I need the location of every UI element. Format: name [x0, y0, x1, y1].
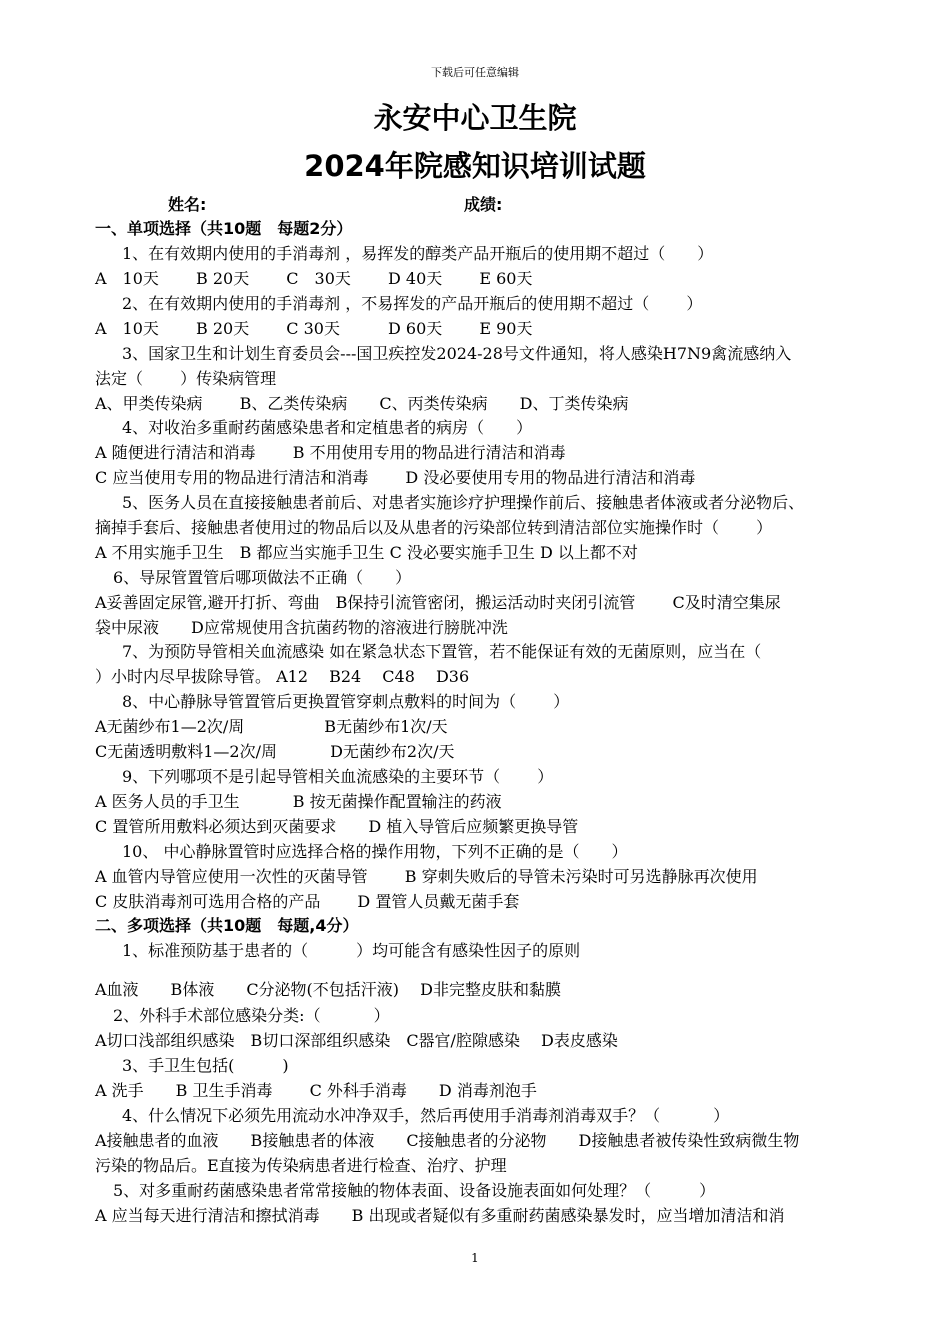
options-line: C 应当使用专用的物品进行清洁和消毒 D 没必要使用专用的物品进行清洁和消毒 [95, 468, 696, 487]
question-line: 8、中心静脉导管置管后更换置管穿刺点敷料的时间为（ ） [122, 692, 570, 711]
options-line: A无菌纱布1—2次/周 B无菌纱布1次/天 [95, 717, 448, 736]
header-note: 下载后可任意编辑 [431, 66, 519, 79]
question-line: 5、医务人员在直接接触患者前后、对患者实施诊疗护理操作前后、接触患者体液或者分泌物后、 [122, 493, 805, 512]
section-heading-single-choice: 一、单项选择（共10题 每题2分） [95, 219, 353, 238]
options-line: A 医务人员的手卫生 B 按无菌操作配置输注的药液 [95, 792, 502, 811]
options-line: C 皮肤消毒剂可选用合格的产品 D 置管人员戴无菌手套 [95, 892, 520, 911]
question-line: 4、对收治多重耐药菌感染患者和定植患者的病房（ ） [122, 418, 533, 437]
options-line: A 10天 B 20天 C 30天 D 40天 E 60天 [95, 269, 533, 288]
question-line-continued: ）小时内尽早拔除导管。 A12 B24 C48 D36 [95, 667, 470, 686]
options-line-continued: 污染的物品后。E直接为传染病患者进行检查、治疗、护理 [95, 1156, 507, 1175]
question-line-continued: 法定（ ）传染病管理 [95, 369, 277, 388]
options-line: C 置管所用敷料必须达到灭菌要求 D 植入导管后应频繁更换导管 [95, 817, 579, 836]
question-line: 3、手卫生包括( ) [122, 1056, 289, 1075]
question-line: 6、导尿管置管后哪项做法不正确（ ） [113, 568, 412, 587]
question-line: 4、什么情况下必须先用流动水冲净双手，然后再使用手消毒剂消毒双手？（ ） [122, 1106, 730, 1125]
question-line: 7、为预防导管相关血流感染 如在紧急状态下置管，若不能保证有效的无菌原则，应当在（ [122, 642, 762, 661]
section-heading-multiple-choice: 二、多项选择（共10题 每题,4分） [95, 916, 359, 935]
options-line: A 随便进行清洁和消毒 B 不用使用专用的物品进行清洁和消毒 [95, 443, 566, 462]
options-line: A 血管内导管应使用一次性的灭菌导管 B 穿刺失败后的导管未污染时可另选静脉再次使用 [95, 867, 758, 886]
question-line: 2、外科手术部位感染分类:（ ） [113, 1006, 390, 1025]
options-line: A 洗手 B 卫生手消毒 C 外科手消毒 D 消毒剂泡手 [95, 1081, 537, 1100]
options-line: A 不用实施手卫生 B 都应当实施手卫生 C 没必要实施手卫生 D 以上都不对 [95, 543, 638, 562]
options-line: A切口浅部组织感染 B切口深部组织感染 C器官/腔隙感染 D表皮感染 [95, 1031, 618, 1050]
document-title: 永安中心卫生院 [373, 101, 577, 135]
score-label: 成绩: [464, 195, 503, 214]
options-line: C无菌透明敷料1—2次/周 D无菌纱布2次/天 [95, 742, 455, 761]
question-line: 10、 中心静脉置管时应选择合格的操作用物，下列不正确的是（ ） [122, 842, 628, 861]
name-label: 姓名: [168, 195, 207, 214]
question-line: 1、标准预防基于患者的（ ）均可能含有感染性因子的原则 [122, 941, 581, 960]
options-line: A 应当每天进行清洁和擦拭消毒 B 出现或者疑似有多重耐药菌感染暴发时，应当增加清洁和消 [95, 1206, 785, 1225]
question-line: 1、在有效期内使用的手消毒剂 ，易挥发的醇类产品开瓶后的使用期不超过（ ） [122, 244, 714, 263]
document-subtitle: 2024年院感知识培训试题 [304, 149, 646, 183]
question-line: 9、下列哪项不是引起导管相关血流感染的主要环节（ ） [122, 767, 554, 786]
options-line: A、甲类传染病 B、乙类传染病 C、丙类传染病 D、丁类传染病 [95, 394, 629, 413]
question-line-continued: 摘掉手套后、接触患者使用过的物品后以及从患者的污染部位转到清洁部位实施操作时（ ） [95, 518, 773, 537]
options-line: A妥善固定尿管,避开打折、弯曲 B保持引流管密闭，搬运活动时夹闭引流管 C及时清空集尿 [95, 593, 781, 612]
options-line: A接触患者的血液 B接触患者的体液 C接触患者的分泌物 D接触患者被传染性致病微生物 [95, 1131, 800, 1150]
question-line: 2、在有效期内使用的手消毒剂 ，不易挥发的产品开瓶后的使用期不超过（ ） [122, 294, 703, 313]
page-number: 1 [471, 1251, 479, 1265]
options-line: A 10天 B 20天 C 30天 D 60天 E 90天 [95, 319, 533, 338]
options-line-continued: 袋中尿液 D应常规使用含抗菌药物的溶液进行膀胱冲洗 [95, 618, 508, 637]
question-line: 5、对多重耐药菌感染患者常常接触的物体表面、设备设施表面如何处理？（ ） [113, 1181, 716, 1200]
question-line: 3、国家卫生和计划生育委员会---国卫疾控发2024-28号文件通知，将人感染H7N9禽流感纳入 [122, 344, 792, 363]
options-line: A血液 B体液 C分泌物(不包括汗液) D非完整皮肤和黏膜 [95, 980, 561, 999]
